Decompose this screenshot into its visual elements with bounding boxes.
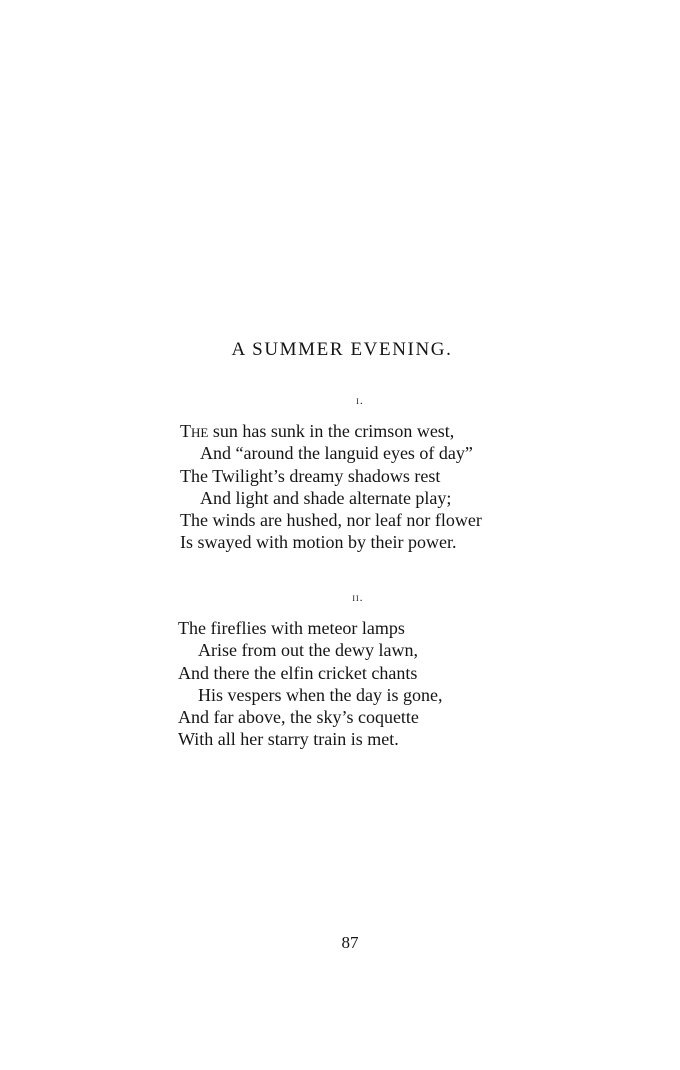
verse-line: With all her starry train is met.: [178, 729, 399, 750]
stanza-number: i.: [356, 393, 364, 407]
verse-line: [180, 420, 560, 442]
verse-line: And “around the languid eyes of day”: [200, 443, 473, 464]
verse-line: And far above, the sky’s coquette: [178, 707, 419, 728]
verse-line: Arise from out the dewy lawn,: [198, 640, 418, 661]
verse-line-lead: The: [180, 421, 209, 441]
verse-line: The fireflies with meteor lamps: [178, 618, 405, 638]
verse-line: The Twilight’s dreamy shadows rest: [180, 465, 441, 486]
stanza-number: ii.: [352, 590, 364, 604]
verse-line: And light and shade alternate play;: [200, 487, 452, 508]
verse-line: His vespers when the day is gone,: [198, 684, 443, 705]
verse-line-rest: sun has sunk in the crimson west,: [208, 421, 455, 441]
poem-title: A SUMMER EVENING.: [231, 339, 453, 360]
page-number: 87: [341, 933, 359, 952]
stanza-2: [178, 617, 558, 751]
verse-line: The winds are hushed, nor leaf nor flower: [180, 510, 482, 531]
verse-line: Is swayed with motion by their power.: [180, 532, 457, 553]
stanza-1: [180, 420, 560, 554]
verse-line: And there the elfin cricket chants: [178, 662, 418, 683]
